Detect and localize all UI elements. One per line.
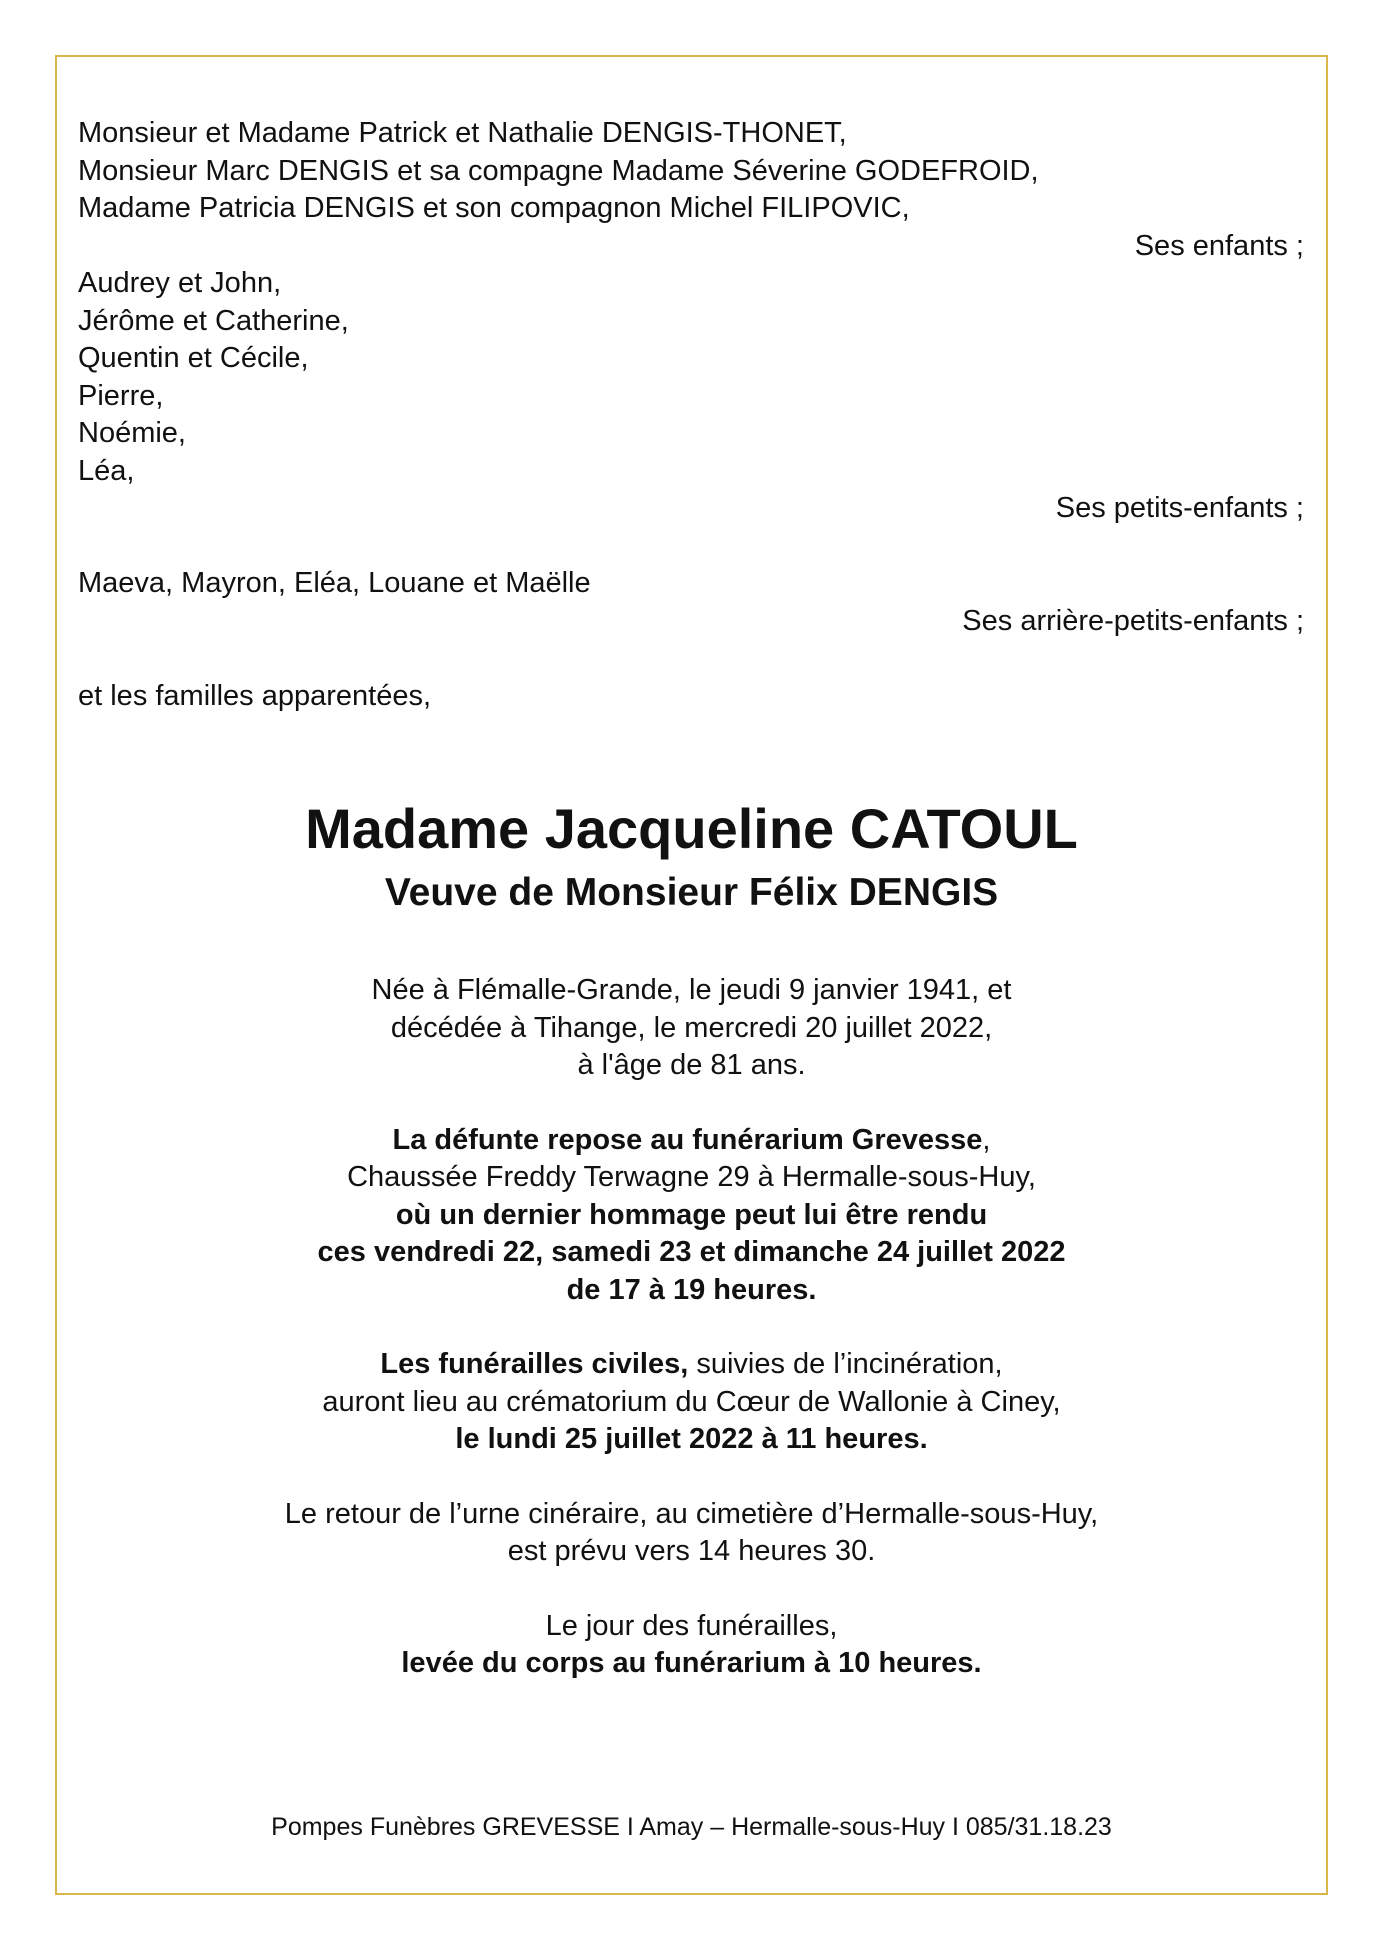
widow-of: Veuve de Monsieur Félix DENGIS bbox=[384, 871, 999, 914]
funeral-home-footer: Pompes Funèbres GREVESSE I Amay – Hermalle-sous-Huy I 085/31.18.23 bbox=[271, 1813, 1112, 1841]
family-section bbox=[78, 115, 1304, 715]
grandchildren-label: Ses petits-enfants ; bbox=[1055, 492, 1304, 524]
relatives-line: et les familles apparentées, bbox=[78, 679, 432, 712]
birth-line: Née à Flémalle-Grande, le jeudi 9 janvier 1941, et bbox=[371, 974, 1012, 1006]
visitation-paragraph bbox=[55, 1122, 1328, 1310]
funeral-date: le lundi 25 juillet 2022 à 11 heures. bbox=[455, 1423, 928, 1455]
urn-time: est prévu vers 14 heures 30. bbox=[507, 1535, 876, 1567]
funerarium-address: Chaussée Freddy Terwagne 29 à Hermalle-sous-Huy, bbox=[347, 1161, 1036, 1193]
spacer bbox=[78, 528, 1304, 566]
departure-intro: Le jour des funérailles, bbox=[545, 1609, 838, 1642]
grandchild-line: Quentin et Cécile, bbox=[78, 342, 309, 374]
spacer bbox=[78, 640, 1304, 678]
urn-location: Le retour de l’urne cinéraire, au cimetière d’Hermalle-sous-Huy, bbox=[284, 1497, 1099, 1530]
great-grandchildren-label: Ses arrière-petits-enfants ; bbox=[962, 604, 1304, 637]
grandchild-line: Léa, bbox=[78, 454, 135, 487]
visitation-dates: ces vendredi 22, samedi 23 et dimanche 24 juillet 2022 bbox=[317, 1236, 1066, 1268]
funeral-heading bbox=[55, 1346, 1328, 1384]
age-line: à l'âge de 81 ans. bbox=[577, 1049, 806, 1081]
child-line: Monsieur et Madame Patrick et Nathalie DENGIS-THONET, bbox=[78, 117, 847, 149]
departure-paragraph bbox=[55, 1608, 1328, 1683]
great-grandchildren-line: Maeva, Mayron, Eléa, Louane et Maëlle bbox=[78, 567, 591, 599]
visitation-heading bbox=[55, 1122, 1328, 1160]
grandchild-line: Jérôme et Catherine, bbox=[78, 304, 349, 337]
grandchild-line: Pierre, bbox=[78, 379, 164, 412]
children-label: Ses enfants ; bbox=[1134, 229, 1304, 262]
grandchild-line: Noémie, bbox=[78, 417, 186, 449]
visitation-heading-rest: , bbox=[982, 1123, 991, 1156]
birth-death-paragraph bbox=[55, 972, 1328, 1085]
deceased-name: Madame Jacqueline CATOUL bbox=[305, 797, 1078, 860]
child-line: Monsieur Marc DENGIS et sa compagne Madame Séverine GODEFROID, bbox=[78, 154, 1039, 187]
departure-time: levée du corps au funérarium à 10 heures. bbox=[401, 1647, 982, 1679]
visitation-heading-bold: La défunte repose au funérarium Grevesse bbox=[392, 1123, 983, 1156]
grandchild-line: Audrey et John, bbox=[78, 267, 282, 299]
funeral-heading-bold: Les funérailles civiles, bbox=[380, 1348, 689, 1380]
urn-paragraph bbox=[55, 1496, 1328, 1571]
funeral-paragraph bbox=[55, 1346, 1328, 1459]
funeral-location: auront lieu au crématorium du Cœur de Wallonie à Ciney, bbox=[322, 1385, 1061, 1418]
funeral-heading-rest: suivies de l’incinération, bbox=[688, 1348, 1003, 1380]
visitation-tribute: où un dernier hommage peut lui être rendu bbox=[395, 1198, 988, 1231]
visitation-hours: de 17 à 19 heures. bbox=[566, 1273, 817, 1306]
child-line: Madame Patricia DENGIS et son compagnon Michel FILIPOVIC, bbox=[78, 192, 910, 224]
death-line: décédée à Tihange, le mercredi 20 juillet 2022, bbox=[390, 1011, 993, 1044]
announcement-details bbox=[55, 972, 1328, 1720]
